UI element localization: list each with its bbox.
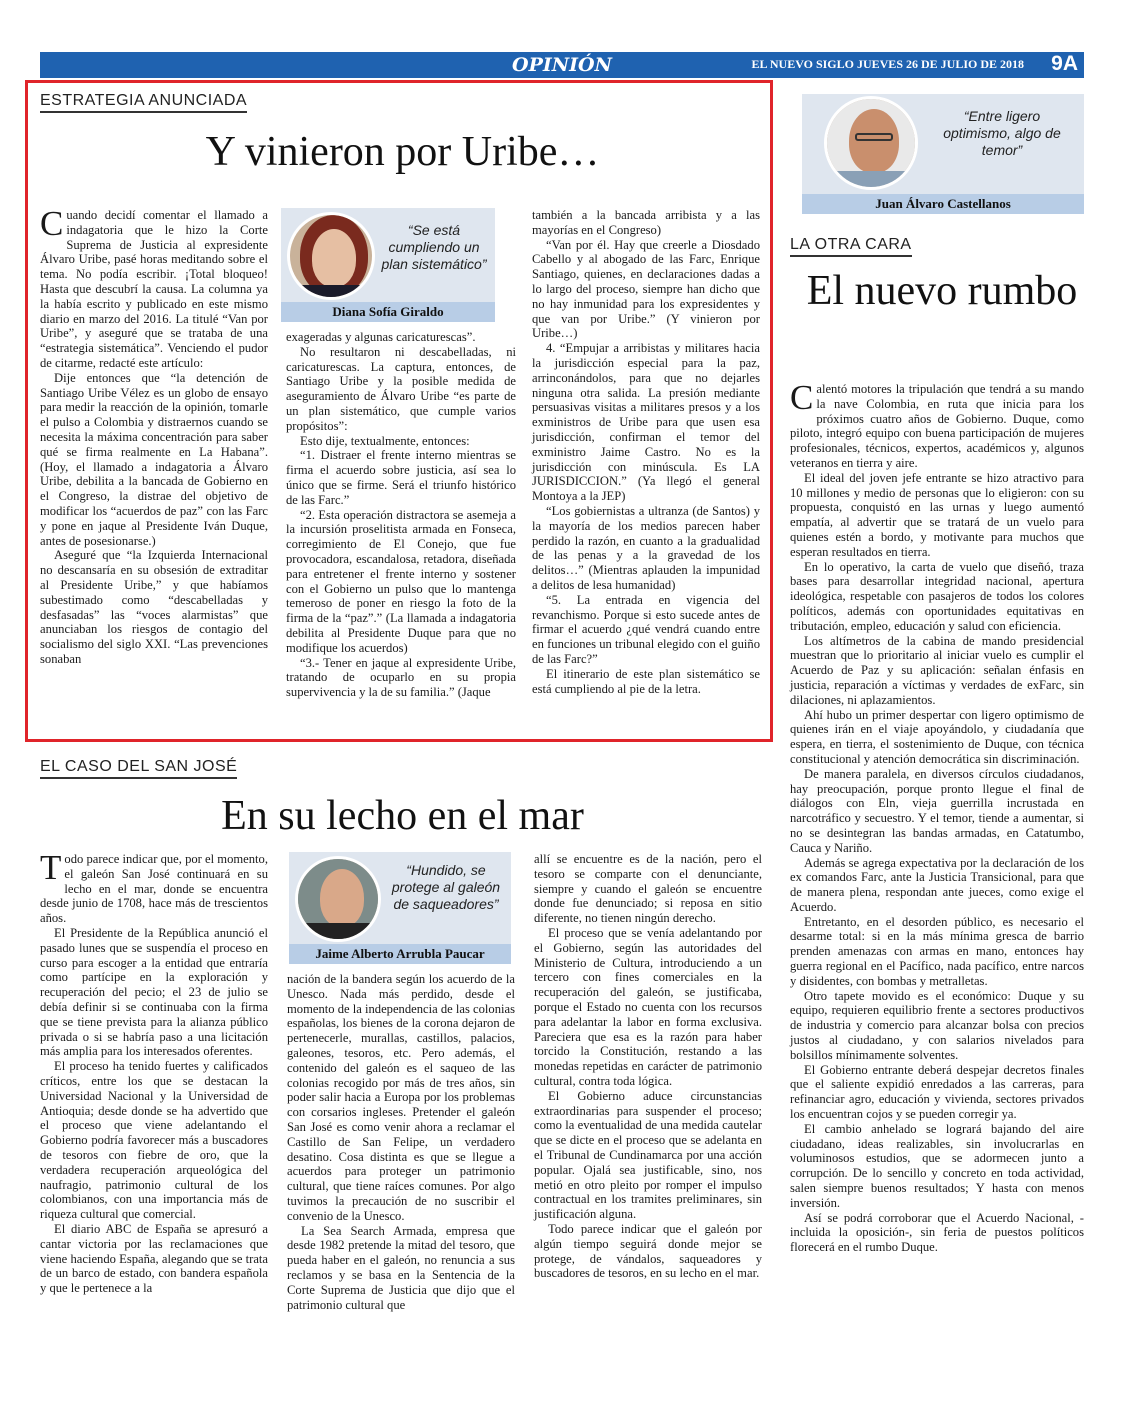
dropcap: C [790, 378, 814, 417]
author-name: Juan Álvaro Castellanos [802, 194, 1084, 214]
author-name: Jaime Alberto Arrubla Paucar [289, 944, 511, 964]
dropcap: T [40, 848, 62, 887]
author-photo [287, 212, 375, 300]
article2-column-1: Todo parece indicar que, por el momento, el galeón San José continuará en su lecho en el mar, donde se encuentra desde junio de 1708, hace más de trescientos años. El Presidente de la República anunció el pasado lunes que se suspendía el proceso en curso para escoger a la entidad que entraría como partícipe en la exploración y recuperación del pecio; el 23 de julio se debía definir si se continuaba con la firma que se tiene prevista para la alianza público privada o si se habría paso a una licitación más amplia para los interesados oferentes. El proceso ha tenido fuertes y calificados críticos, entre los que se destacan la Universidad Nacional y la Universidad de Antioquia; desde donde se ha advertido que el proceso que viene adelantando el Gobierno podría favorecer más a buscadores de tesoros con fiebre de oro, que la verdadera recuperación arqueológica del naufragio, patrimonio cultural de los colombianos, con una importancia más de riqueza cultural que comercial. El diario ABC de España se apresuró a cantar victoria por las reclamaciones que viene haciendo España, alegando que se trata de un barco de estado, con bandera española y que le pertenece a la [40, 848, 268, 1296]
author-name: Diana Sofía Giraldo [281, 302, 495, 322]
article3-quote-box [802, 94, 1084, 214]
pull-quote: “Se está cumpliendo un plan sistemático” [381, 222, 487, 272]
author-photo [824, 96, 918, 190]
article1-column-2: exageradas y algunas caricaturescas”. No resultaron ni descabelladas, ni caricaturescas. La captura, entonces, de Santiago Uribe y la posible medida de aseguramiento de Álvaro Uribe “es parte de un plan sistemático, que cumple varios propósitos”: Esto dije, textualmente, entonces: “1. Distraer el frente interno mientras se firma el acuerdo sobre justicia, así sea lo único que se firme. Será el triunfo histórico de las Farc.” “2. Esta operación distractora se asemeja a la incursión proselitista armada en Fonseca, corregimiento de El Conejo, que fue provocadora, escandalosa, retadora, diseñada para entretener el frente interno y sostener con el Gobierno un pulso que lo mantenga temeroso de poner en riesgo la foto de la firma de la “paz”.” (La llamada a indagatoria debilita al Presidente Duque para que no modifique los acuerdos) “3.- Tener en jaque al expresidente Uribe, tratando de ocuparlo en su propia supervivencia y la de su familia.” (Jaque [286, 330, 516, 700]
author-photo [295, 856, 381, 942]
article1-column-1: Cuando decidí comentar el llamado a indagatoria que le hizo la Corte Suprema de Justicia al expresidente Álvaro Uribe, pasé horas meditando sobre el tema. No podía escribir. ¡Total bloqueo! Hasta que descubrí la causa. La columna ya la había escrito y publicado en este mismo diario en marzo del 2016. La titulé “Van por Uribe”, y aseguré que se trataba de una “estrategia sistemática”. Venciendo el pudor de citarme, redacté este artículo: Dije entonces que “la detención de Santiago Uribe Vélez es un globo de ensayo para medir la reacción de la opinión, tomarle el pulso a Colombia y distraernos cuando se necesita la máxima concentración para saber qué se firma realmente en La Habana”. (Hoy, el llamado a indagatoria a Álvaro Uribe, debilita a la bancada de Gobierno en el Congreso, la distrae del objetivo de modificar los “acuerdos de paz” con las Farc y pone en jaque al Presidente Iván Duque, antes de posesionarse.) Aseguré que “la Izquierda Internacional no descansaría en su obsesión de extraditar al Presidente Uribe,” y que habíamos subestimado como “descabelladas y desfasadas” las “voces alarmistas” que anunciaban los riesgos de contagio del socialismo del siglo XXI. “Las prevenciones sonaban [40, 204, 268, 666]
article1-kicker: ESTRATEGIA ANUNCIADA [40, 92, 247, 113]
section-title: OPINIÓN [512, 54, 612, 76]
article3-column: Calentó motores la tripulación que tendrá a su mando la nave Colombia, en ruta que inicia para los próximos cuatro años de Gobierno. Duque, como piloto, integró equipo con buena participación de mujeres profesionales, técnicos, expertos, académicos y, algunos veteranos en tierra y aire. El ideal del joven jefe entrante se hizo atractivo para 10 millones y medio de personas que lo eligieron: con su propuesta, conquistó en las urnas y luego aumentó empatía, al advertir que se tratará de un vuelo para quienes estén a bordo, y motivante para muchos que esperan resultados en tierra. En lo operativo, la carta de vuelo que diseñó, traza bases para desarrollar integridad nacional, apertura ideológica, respetable con pasajeros de todos los colores políticos, además con oportunidades equitativas en tributación, empleo, educación y salud con eficiencia. Los altímetros de la cabina de mando presidencial muestran que lo prioritario al iniciar vuelo es cumplir el Acuerdo de Paz y su aplicación: señalan énfasis en justicia, reparación a víctimas y verdades de exFarc, sin dilaciones, ni aplazamientos. Ahí hubo un primer despertar con ligero optimismo de quienes irán en el viaje apoyándolo, y ciudadanía que espera, en tierra, el sostenimiento de Duque, con técnica constitucional y atención democrática sin discriminación. De manera paralela, en diversos círculos ciudadanos, hay preocupación, porque pronto llegue el final de diálogos con Eln, vieja guerrilla incrustada en narcotráfico y secuestro. Y el temor, tiende a aumentar, si no se desintegran las bandas armadas, en Catatumbo, Cauca y Nariño. Además se agrega expectativa por la declaración de los ex comandos Farc, ante la Justicia Transicional, para que de manera plena, respondan ante jueces, como exige el Acuerdo. Entretanto, en el desorden público, es necesario el desarme total: si en la más mínima gresca de barrio prenden amenazas con armas en mano, entonces hay guerra regional en el Pacífico, nada pacífico, entre narcos y disidentes, con bombas y metralletas. Otro tapete movido es el económico: Duque y su equipo, requieren equilibrio frente a sectores productivos de industria y comercio para alcanzar bolsa con precios justos al ciudadano, y con salarios nivelados para bolsillos mínimamente solventes. El Gobierno entrante deberá despejar decretos finales que el saliente expidió enredados a las carreras, para refinanciar agro, educación y vivienda, sectores privados los encuentran cojos y se pueden corregir ya. El cambio anhelado se logrará bajando del aire ciudadano, ideas realizables, sin involucrarlas en voluminosos estudios, que se adormecen junto a corrupción. De lo sencillo y concreto en toda actividad, salen siempre buenos resultados; Y hasta con menos inversión. Así se podrá corroborar que el Acuerdo Nacional, -incluida la oposición-, sin feria de puestos políticos florecerá en el rumbo Duque. [790, 378, 1084, 1255]
article3-kicker: LA OTRA CARA [790, 236, 912, 257]
dropcap: C [40, 204, 64, 243]
article3-title: El nuevo rumbo [806, 268, 1078, 314]
article2-column-2: nación de la bandera según los acuerdo de la Unesco. Nada más perdido, desde el momento de la independencia de las colonias españolas, los bienes de la corona dejaron de pertenecerle, murallas, castillos, palacios, galeones, tesoros, etc. Pero además, el contenido del galeón es el saqueo de las colonias recogido por más de tres años, sin poder salir hacia a Europa por los problemas con corsarios ingleses. Pretender el galeón San José es como venir ahora a reclamar el Castillo de San Felipe, un verdadero desatino. Cosa distinta es que se llegue a acuerdos para proteger un patrimonio cultural, que tiene raíces comunes. Por algo tuvimos la precaución de no suscribir el convenio de la Unesco. La Sea Search Armada, empresa que desde 1982 pretende la mitad del tesoro, que pueda haber en el galeón, no renuncia a sus reclamos y se basa en la Sentencia de la Corte Suprema de Justicia que dijo que el patrimonio cultural que [287, 972, 516, 1312]
article1-quote-box [281, 208, 495, 322]
article1-title: Y vinieron por Uribe… [205, 129, 600, 175]
dateline: EL NUEVO SIGLO JUEVES 26 DE JULIO DE 2018 [751, 57, 1024, 71]
page-number: 9A [1051, 52, 1078, 75]
page-header [40, 52, 1084, 78]
article1-column-3: también a la bancada arribista y a las mayorías en el Congreso) “Van por él. Hay que creerle a Diosdado Cabello y al abogado de las Farc, Enrique Santiago, quienes, en declaraciones dadas a lo largo del proceso, siempre han dicho que no hay inmunidad para los expresidentes y que van por Uribe.” (Y vinieron por Uribe…) 4. “Empujar a arribistas y militares hacia la jurisdicción especial para la paz, arrinconándolos, para que no dejarles ninguna otra salida. La presión mediante persuasivas visitas a militares presos y a los exministros de Uribe para que usen esa jurisdicción, confirman el temor del exministro Jaime Castro. No es la jurisdicción con minúscula. Es LA JURISDICCION.” (Ya llegó el general Montoya a la JEP) “Los gobiernistas a ultranza (de Santos) y la mayoría de los medios parecen haber perdido la razón, en cuanto a la gradualidad de las penas y a la gravedad de los delitos…” (Mientras aplauden la impunidad a delitos de lesa humanidad) “5. La entrada en vigencia del revanchismo. Porque si esto sucede antes de firmar el acuerdo ¿qué vendrá cuando entre en funciones un tribunal elegido con el guiño de las Farc?” El itinerario de este plan sistemático se está cumpliendo al pie de la letra. [532, 208, 760, 696]
article2-kicker: EL CASO DEL SAN JOSÉ [40, 758, 237, 779]
article2-quote-box [289, 852, 511, 964]
pull-quote: “Entre ligero optimismo, algo de temor” [943, 108, 1061, 158]
article2-title: En su lecho en el mar [221, 793, 584, 839]
pull-quote: “Hundido, se protege al galeón de saqueadores” [391, 862, 501, 912]
article2-column-3: allí se encuentre es de la nación, pero el tesoro se comparte con el denunciante, siempre y cuando el galeón se encuentre donde fue denunciado; si reposa en sitio diferente, no tienen ningún derecho. El proceso que se venía adelantando por el Gobierno, según las autoridades del Ministerio de Cultura, introduciendo a un tercero con fines comerciales en la recuperación del galeón, se justificaba, porque el Estado no cuenta con los recursos para adelantar la labor en forma exclusiva. Pareciera que esa es la razón para haber torcido la Constitución, restando a las monedas repetidas en carácter de patrimonio cultural, contra toda lógica. El Gobierno aduce circunstancias extraordinarias para suspender el proceso; como la eventualidad de una medida cautelar que se dicte en el proceso que se adelanta en el Tribunal de Cundinamarca por una acción popular. Ojalá sea justificable, sino, nos metió en otro pleito por romper el impulso contractual en los tramites preliminares, sin justificación alguna. Todo parece indicar que el galeón por algún tiempo seguirá donde mejor se protege, de vándalos, saqueadores y buscadores de tesoros, en su lecho en el mar. [534, 852, 762, 1281]
